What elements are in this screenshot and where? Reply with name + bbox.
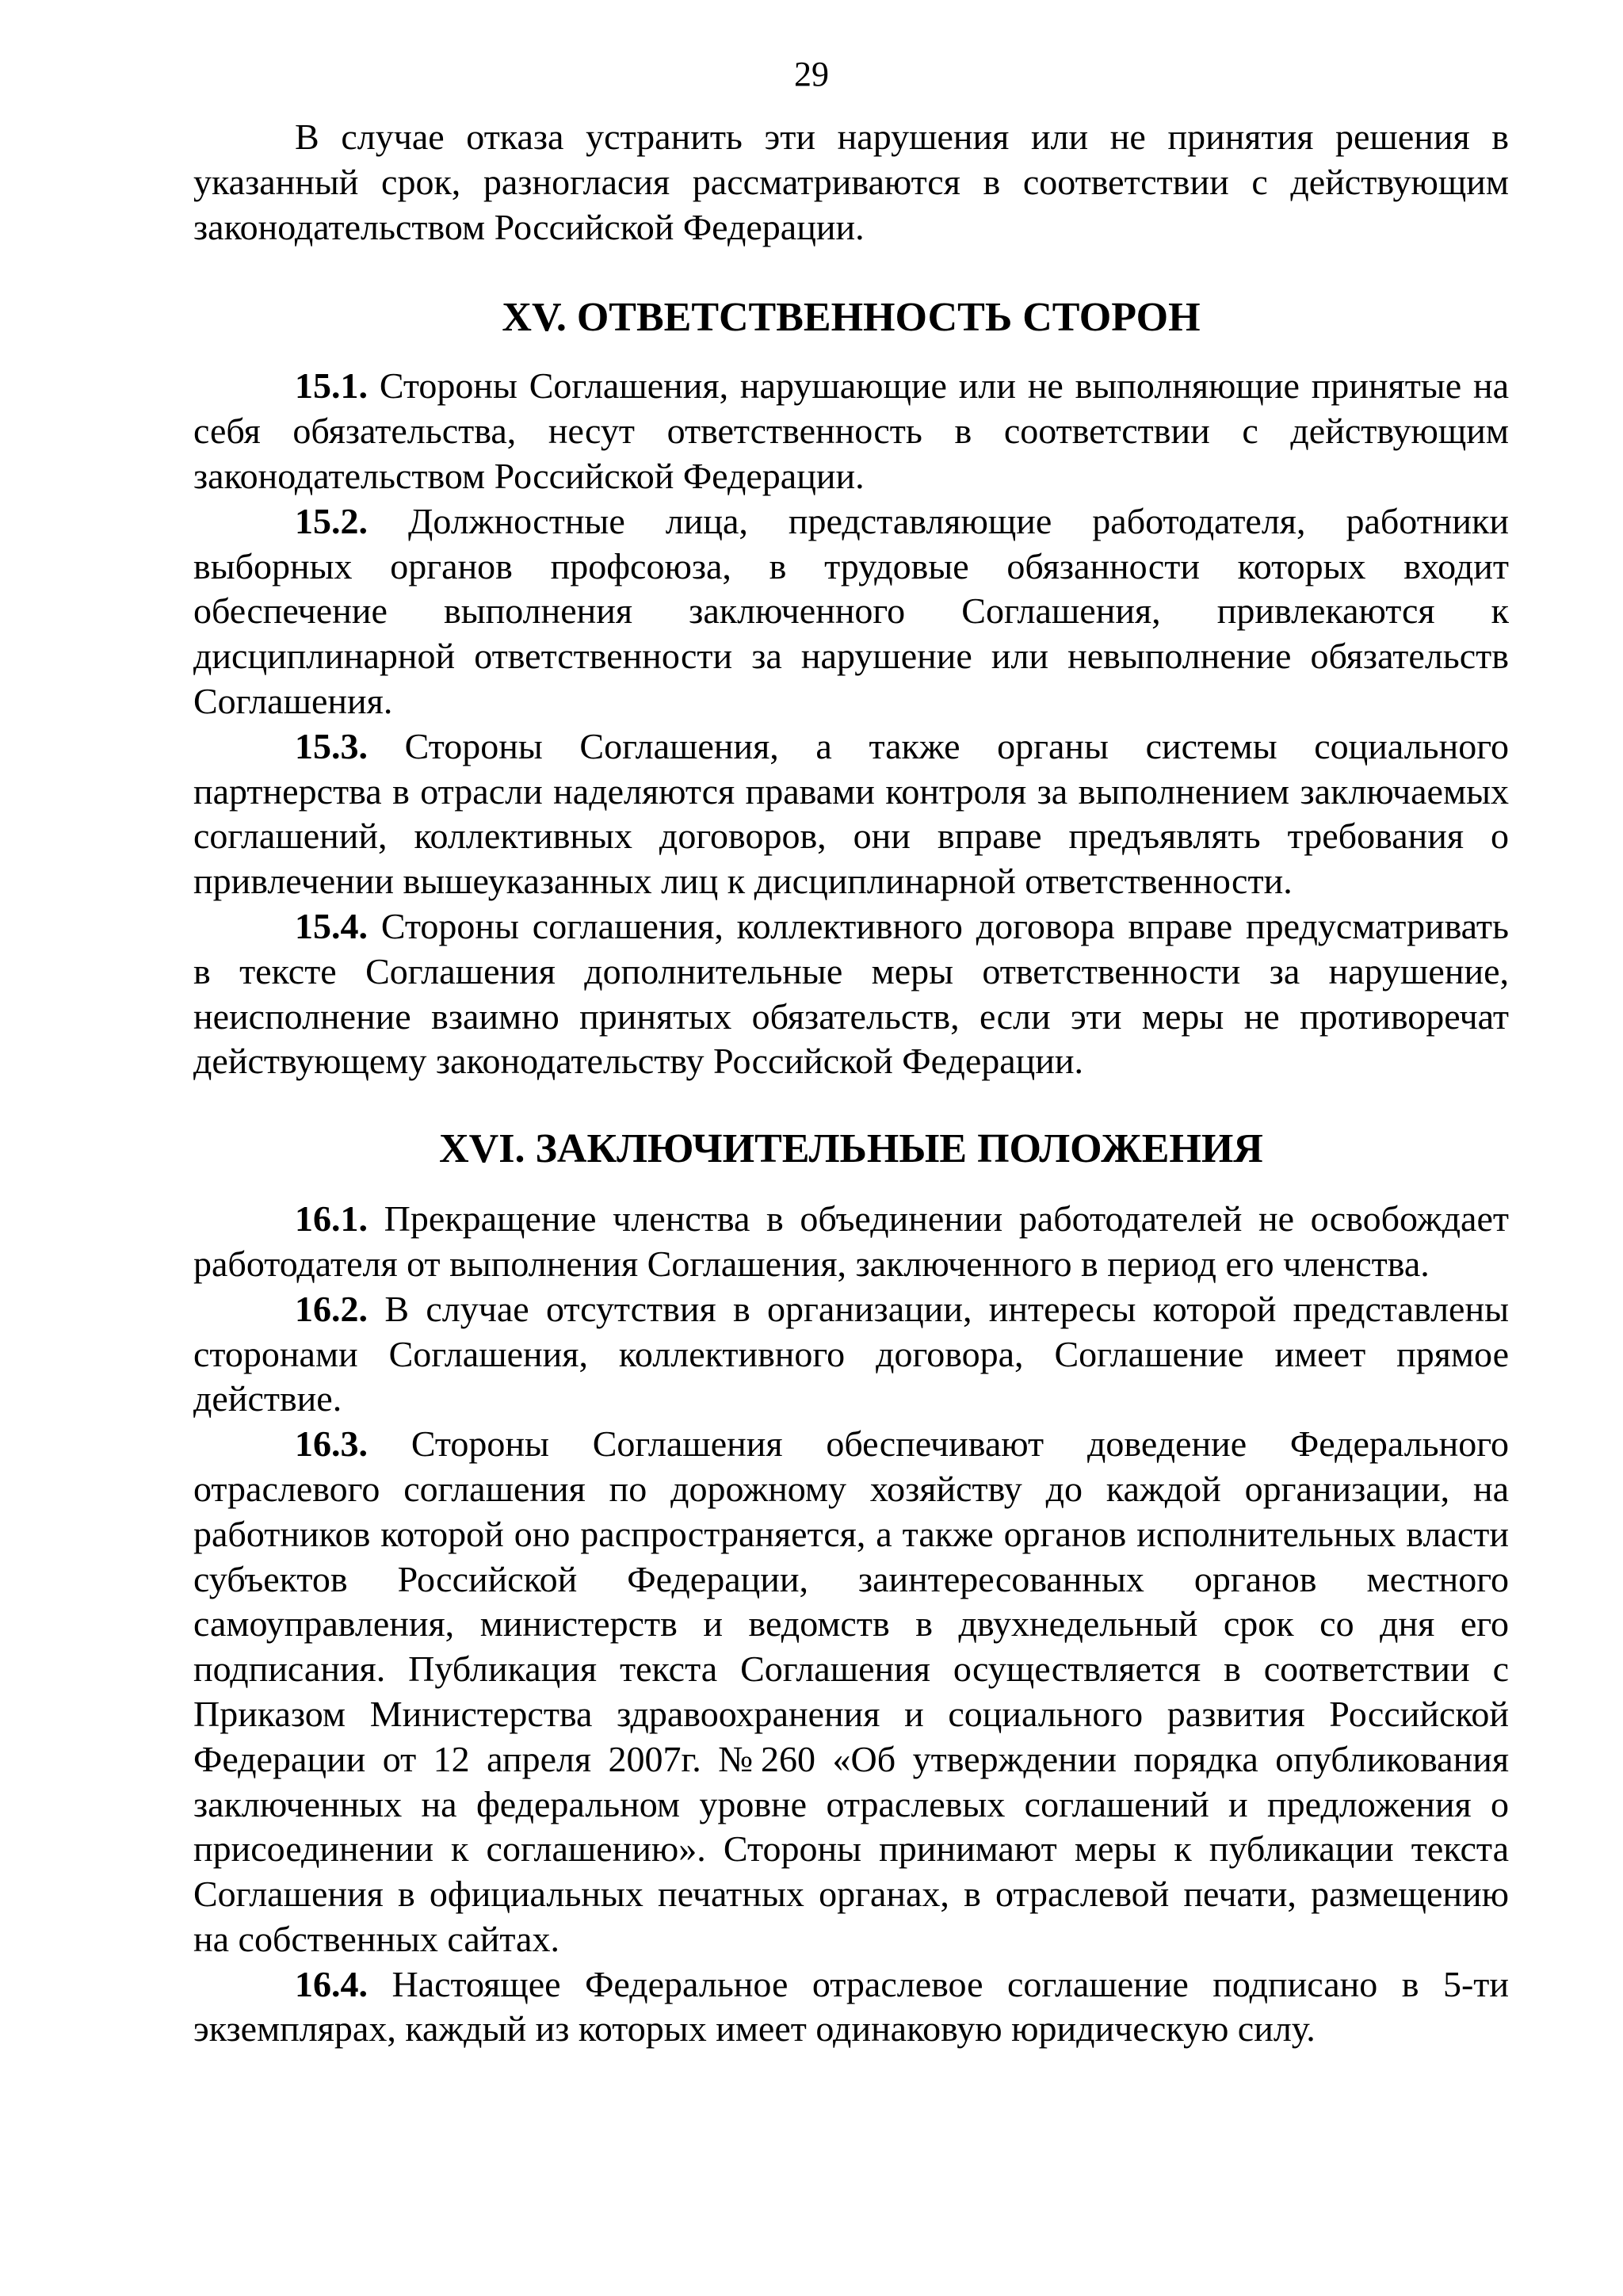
clause-number: 16.2.: [295, 1288, 368, 1329]
clause-16-3: [193, 1422, 1509, 1962]
clause-number: 16.4.: [295, 1963, 368, 2004]
clause-15-4: [193, 904, 1509, 1084]
clause-16-4: [193, 1962, 1509, 2053]
clause-number: 15.4.: [295, 905, 368, 946]
clause-16-1: [193, 1197, 1509, 1287]
section-15-heading: XV. ОТВЕТСТВЕННОСТЬ СТОРОН: [502, 295, 1201, 341]
section-16-heading: XVI. ЗАКЛЮЧИТЕЛЬНЫЕ ПОЛОЖЕНИЯ: [439, 1126, 1263, 1172]
clause-text: Стороны Соглашения, нарушающие или не выполняющие принятые на себя обязательства, несут ответственность в соответствии с действующим законодательством Российской Федерации.: [193, 365, 1509, 496]
clause-text: Стороны соглашения, коллективного договора вправе предусматривать в тексте Соглашения дополнительные меры ответственности за нарушение, неисполнение взаимно принятых обязательств, если эти меры не противоречат действующему законодательству Российской Федерации.: [193, 905, 1509, 1082]
intro-paragraph: В случае отказа устранить эти нарушения или не принятия решения в указанный срок, разногласия рассматриваются в соответствии с действующим законодательством Российской Федерации.: [193, 117, 1509, 247]
clause-text: Должностные лица, представляющие работодателя, работники выборных органов профсоюза, в трудовые обязанности которых входит обеспечение выполнения заключенного Соглашения, привлекаются к дисциплинарной ответственности за нарушение или невыполнение обязательств Соглашения.: [193, 500, 1509, 721]
clause-15-1: [193, 364, 1509, 499]
clause-15-3: [193, 724, 1509, 904]
clause-16-2: [193, 1287, 1509, 1422]
clause-number: 15.3.: [295, 725, 368, 766]
document-body: [193, 115, 1509, 2052]
clause-15-2: [193, 499, 1509, 724]
clause-text: В случае отсутствия в организации, интересы которой представлены сторонами Соглашения, коллективного договора, Соглашение имеет прямое действие.: [193, 1288, 1509, 1419]
clause-text: Стороны Соглашения обеспечивают доведение Федерального отраслевого соглашения по дорожному хозяйству до каждой организации, на работников которой оно распространяется, а также органов исполнительных власти субъектов Российской Федерации, заинтересованных органов местного самоуправления, министерств и ведомств в двухнедельный срок со дня его подписания. Публикация текста Соглашения осуществляется в соответствии с Приказом Министерства здравоохранения и социального развития Российской Федерации от 12 апреля 2007г. №260 «Об утверждении порядка опубликования заключенных на федеральном уровне отраслевых соглашений и предложения о присоединении к соглашению». Стороны принимают меры к публикации текста Соглашения в официальных печатных органах, в отраслевой печати, размещению на собственных сайтах.: [193, 1423, 1509, 1959]
clause-number: 15.2.: [295, 500, 368, 541]
clause-number: 16.3.: [295, 1423, 368, 1465]
clause-text: Стороны Соглашения, а также органы системы социального партнерства в отрасли наделяются правами контроля за выполнением заключаемых соглашений, коллективных договоров, они вправе предъявлять требования о привлечении вышеуказанных лиц к дисциплинарной ответственности.: [193, 725, 1509, 902]
clause-number: 15.1.: [295, 365, 368, 407]
clause-text: Настоящее Федеральное отраслевое соглашение подписано в 5-ти экземплярах, каждый из которых имеет одинаковую юридическую силу.: [193, 1963, 1509, 2050]
page-number: 29: [794, 55, 829, 94]
clause-number: 16.1.: [295, 1198, 368, 1240]
clause-text: Прекращение членства в объединении работодателей не освобождает работодателя от выполнения Соглашения, заключенного в период его членства.: [193, 1198, 1509, 1284]
